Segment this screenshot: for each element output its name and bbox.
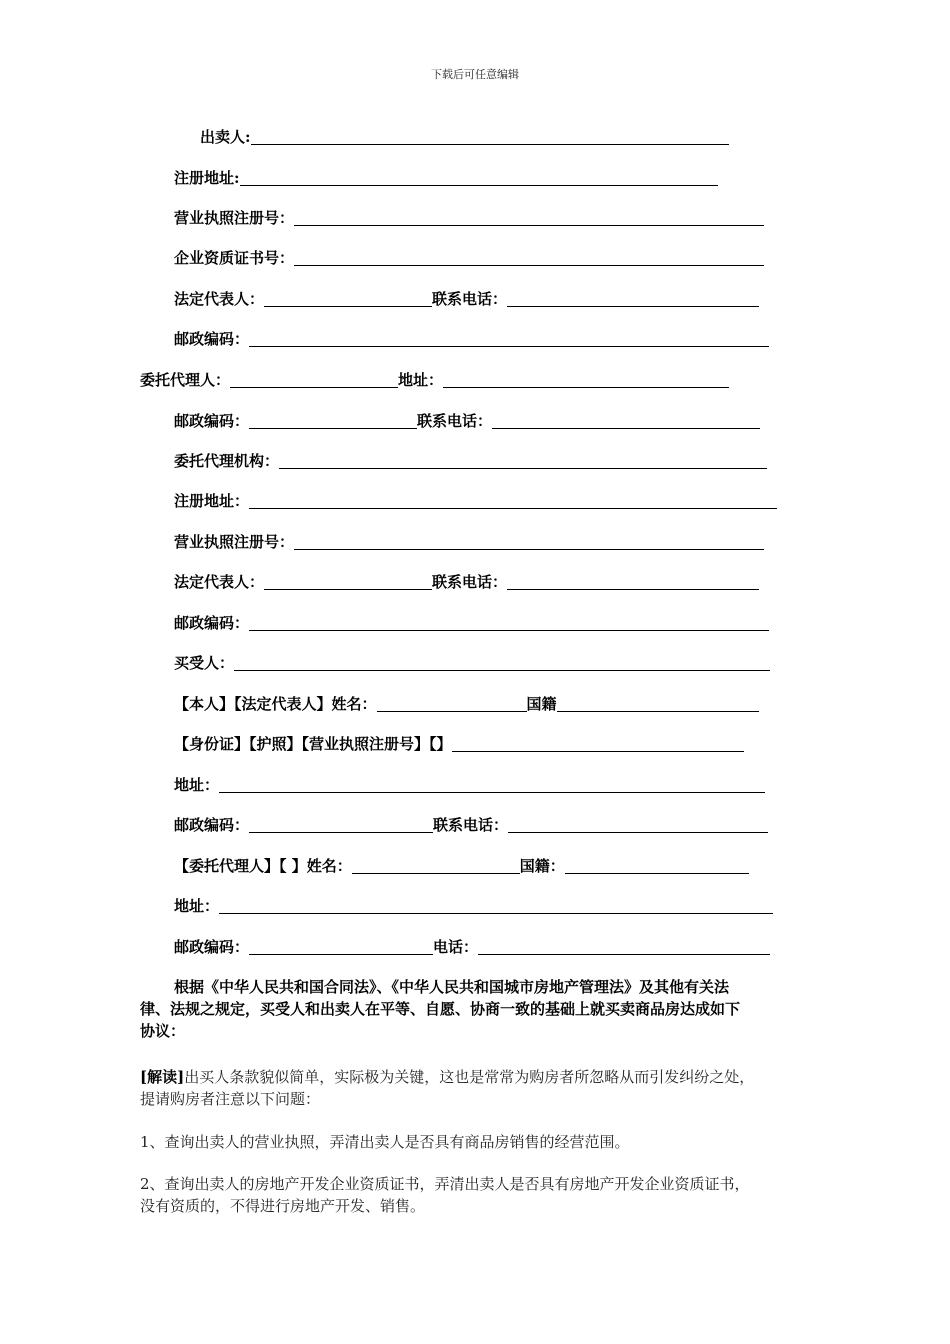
buyer-name-field[interactable] xyxy=(377,695,527,712)
agent-org-field[interactable] xyxy=(279,452,767,469)
postcode-label: 邮政编码： xyxy=(174,816,250,834)
postcode-label: 邮政编码： xyxy=(174,412,250,430)
seller-row xyxy=(200,126,729,148)
agreement-line-3: 协议： xyxy=(140,1022,186,1040)
buyer-postcode-row xyxy=(174,814,768,836)
buyer-agent-postcode-row xyxy=(174,936,770,958)
buyer-field[interactable] xyxy=(234,654,770,671)
page-header: 下载后可任意编辑 xyxy=(431,68,519,81)
agent-legal-rep-row xyxy=(174,571,759,593)
buyer-agent-nationality-field[interactable] xyxy=(565,857,749,874)
buyer-person-label: 【本人】【法定代表人】姓名： xyxy=(174,695,377,713)
buyer-agent-address-field[interactable] xyxy=(219,897,773,914)
agent-license-field[interactable] xyxy=(294,533,764,550)
agent-reg-address-field[interactable] xyxy=(249,492,777,509)
buyer-address-field[interactable] xyxy=(219,776,765,793)
agent-legal-rep-field[interactable] xyxy=(264,573,432,590)
buyer-id-row xyxy=(174,733,744,755)
interpretation-text: 出买人条款貌似简单，实际极为关键，这也是常常为购房者所忽略从而引发纠纷之处， xyxy=(184,1068,755,1086)
buyer-label: 买受人： xyxy=(174,654,235,672)
buyer-agent-label: 【委托代理人】【 】姓名： xyxy=(174,857,352,875)
reg-address-row xyxy=(174,167,718,189)
agreement-line-2: 律、法规之规定，买受人和出卖人在平等、自愿、协商一致的基础上就买卖商品房达成如下 xyxy=(140,1000,741,1018)
buyer-agent-address-row xyxy=(174,895,773,917)
buyer-agent-postcode-field[interactable] xyxy=(249,938,433,955)
point-1: 1、查询出卖人的营业执照，弄清出卖人是否具有商品房销售的经营范围。 xyxy=(140,1133,630,1151)
buyer-nationality-field[interactable] xyxy=(557,695,759,712)
agent-row xyxy=(140,369,729,391)
postcode-label: 邮政编码： xyxy=(174,938,250,956)
agent-postcode2-field[interactable] xyxy=(249,614,769,631)
buyer-person-row xyxy=(174,693,759,715)
reg-address-field[interactable] xyxy=(240,169,718,186)
point-2-line-2: 没有资质的，不得进行房地产开发、销售。 xyxy=(140,1197,426,1215)
agent-address-field[interactable] xyxy=(443,371,729,388)
point-2-line-1: 2、查询出卖人的房地产开发企业资质证书，弄清出卖人是否具有房地产开发企业资质证书， xyxy=(140,1175,750,1193)
tel-label: 电话： xyxy=(433,938,479,956)
agreement-line-1: 根据《中华人民共和国合同法》、《中华人民共和国城市房地产管理法》及其他有关法 xyxy=(174,978,730,996)
reg-address-label: 注册地址: xyxy=(174,169,240,187)
legal-rep-field[interactable] xyxy=(264,290,432,307)
phone-label: 联系电话： xyxy=(433,816,509,834)
postcode-row xyxy=(174,328,769,350)
agent-org-row xyxy=(174,450,767,472)
phone-label: 联系电话： xyxy=(432,573,508,591)
nationality-label: 国籍 xyxy=(526,695,557,713)
nationality-label: 国籍： xyxy=(519,857,565,875)
interpretation-paragraph xyxy=(140,1066,820,1110)
interpretation-line-1 xyxy=(140,1066,820,1088)
buyer-postcode-field[interactable] xyxy=(249,816,433,833)
buyer-address-row xyxy=(174,774,765,796)
reg-address-label: 注册地址： xyxy=(174,492,250,510)
buyer-phone-field[interactable] xyxy=(508,816,768,833)
point-2 xyxy=(140,1173,820,1217)
agent-legal-phone-field[interactable] xyxy=(507,573,759,590)
address-label: 地址： xyxy=(174,776,220,794)
qualification-label: 企业资质证书号： xyxy=(174,249,295,267)
phone-label: 联系电话： xyxy=(432,290,508,308)
agent-org-label: 委托代理机构： xyxy=(174,452,280,470)
license-row xyxy=(174,207,764,229)
license-field[interactable] xyxy=(294,209,764,226)
address-label: 地址： xyxy=(174,897,220,915)
id-types-label: 【身份证】【护照】【营业执照注册号】【】 xyxy=(174,735,452,753)
qualification-field[interactable] xyxy=(294,249,764,266)
buyer-agent-tel-field[interactable] xyxy=(478,938,770,955)
qualification-row xyxy=(174,247,764,269)
legal-rep-label: 法定代表人： xyxy=(174,573,265,591)
agent-reg-address-row xyxy=(174,490,777,512)
interpretation-tag: [解读] xyxy=(140,1068,185,1086)
phone-field[interactable] xyxy=(507,290,759,307)
buyer-agent-name-field[interactable] xyxy=(352,857,520,874)
postcode-field[interactable] xyxy=(249,330,769,347)
agent-phone-field[interactable] xyxy=(492,412,760,429)
agent-label: 委托代理人： xyxy=(140,371,231,389)
agent-postcode2-row xyxy=(174,612,769,634)
phone-label: 联系电话： xyxy=(417,412,493,430)
postcode-label: 邮政编码： xyxy=(174,330,250,348)
license-label: 营业执照注册号： xyxy=(174,209,295,227)
buyer-agent-row xyxy=(174,855,749,877)
seller-field[interactable] xyxy=(251,128,729,145)
legal-rep-row xyxy=(174,288,759,310)
seller-label: 出卖人: xyxy=(200,128,251,146)
legal-rep-label: 法定代表人： xyxy=(174,290,265,308)
interpretation-line-2: 提请购房者注意以下问题： xyxy=(140,1090,321,1108)
agent-address-label: 地址： xyxy=(398,371,444,389)
agent-postcode-row xyxy=(174,410,760,432)
agent-license-row xyxy=(174,531,764,553)
agent-postcode-field[interactable] xyxy=(249,412,417,429)
license-label: 营业执照注册号： xyxy=(174,533,295,551)
buyer-row xyxy=(174,652,770,674)
postcode-label: 邮政编码： xyxy=(174,614,250,632)
agreement-paragraph xyxy=(140,976,820,1042)
buyer-id-field[interactable] xyxy=(452,735,744,752)
agent-field[interactable] xyxy=(230,371,398,388)
